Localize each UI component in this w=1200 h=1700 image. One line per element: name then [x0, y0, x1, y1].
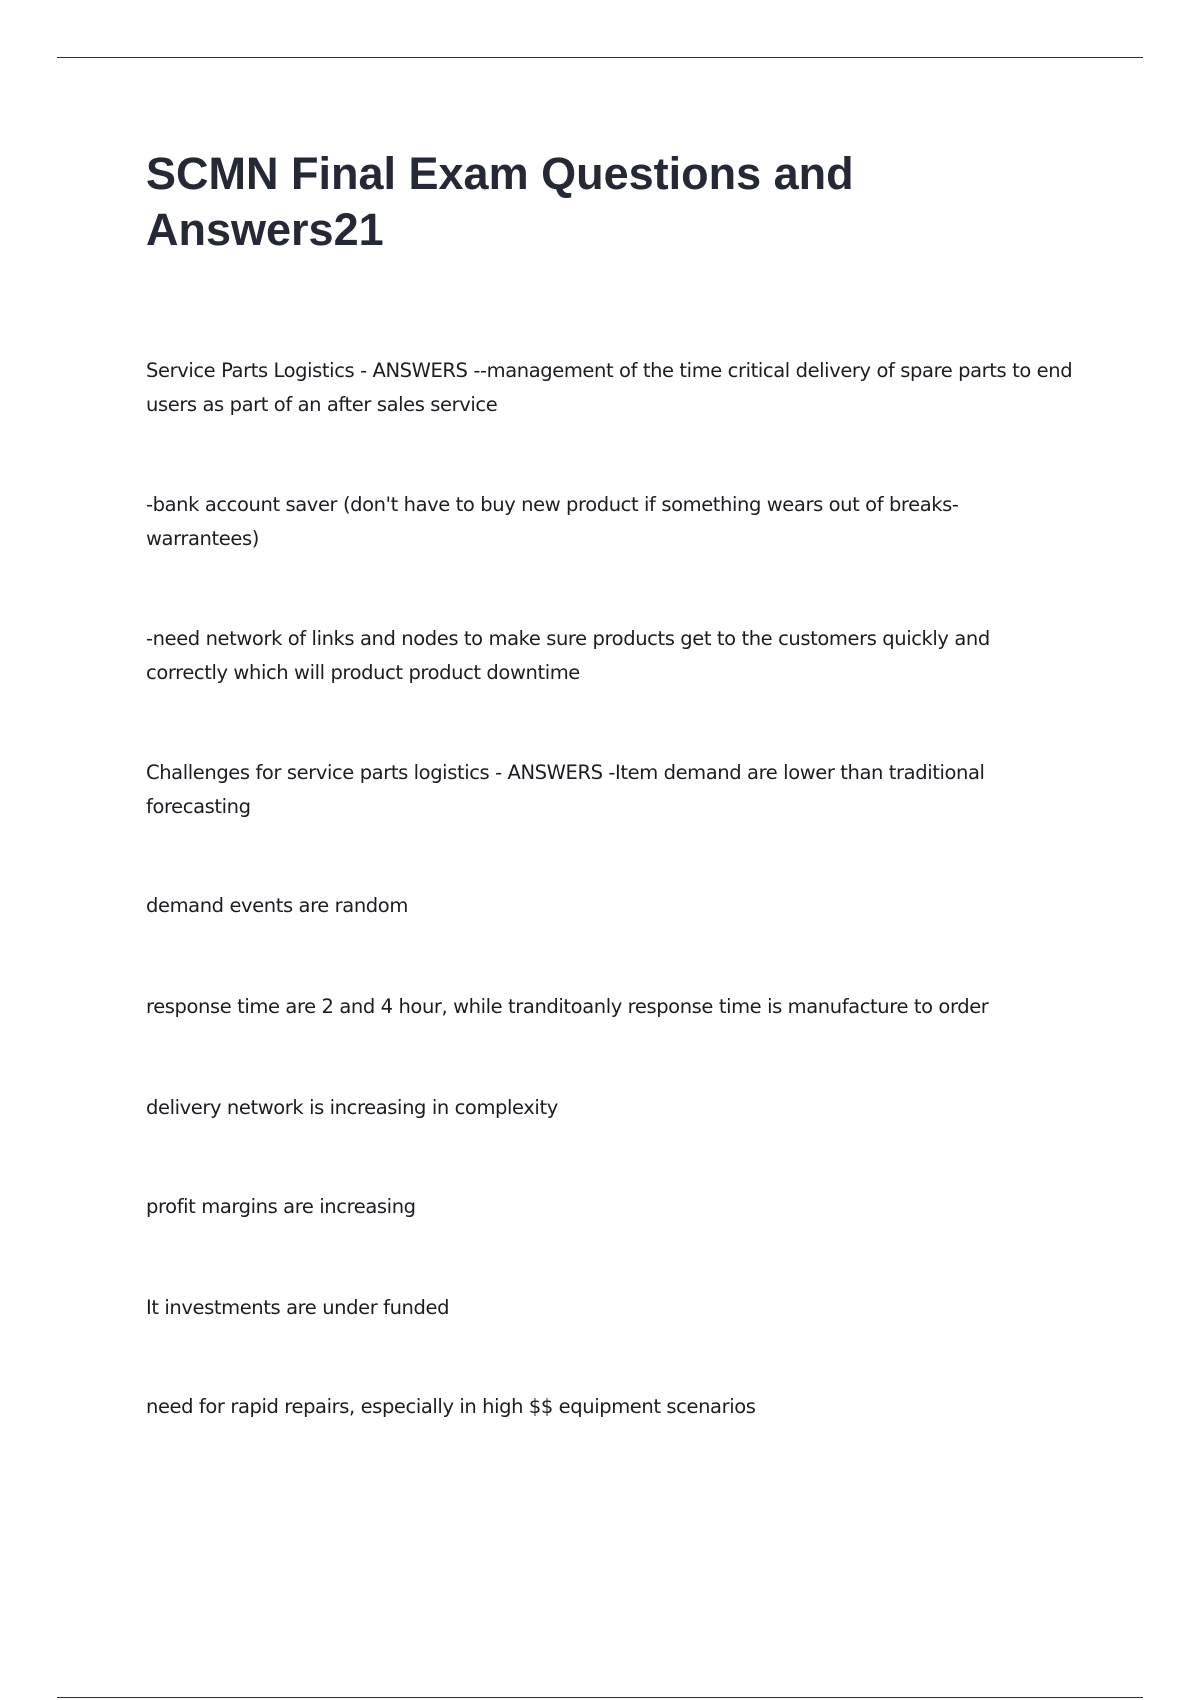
paragraph-delivery-network: delivery network is increasing in complexity [146, 1096, 558, 1119]
paragraph-response-time: response time are 2 and 4 hour, while tranditoanly response time is manufacture to order [146, 995, 989, 1018]
paragraph-bank-account-saver: -bank account saver (don't have to buy new product if something wears out of breaks- warrantees) [146, 493, 959, 550]
bottom-rule [57, 1697, 1143, 1698]
paragraph-rapid-repairs: need for rapid repairs, especially in high $$ equipment scenarios [146, 1395, 756, 1418]
paragraph-demand-events: demand events are random [146, 894, 408, 917]
paragraph-it-investments: It investments are under funded [146, 1296, 450, 1319]
top-rule [57, 57, 1143, 58]
paragraph-challenges: Challenges for service parts logistics - ANSWERS -Item demand are lower than traditional forecasting [146, 761, 985, 818]
paragraph-network-of-links: -need network of links and nodes to make sure products get to the customers quickly and correctly which will product product downtime [146, 627, 990, 684]
paragraph-service-parts-logistics: Service Parts Logistics - ANSWERS --management of the time critical delivery of spare parts to end users as part of an after sales service [146, 359, 1073, 416]
paragraph-profit-margins: profit margins are increasing [146, 1195, 416, 1218]
document-title: SCMN Final Exam Questions and Answers21 [146, 148, 854, 255]
